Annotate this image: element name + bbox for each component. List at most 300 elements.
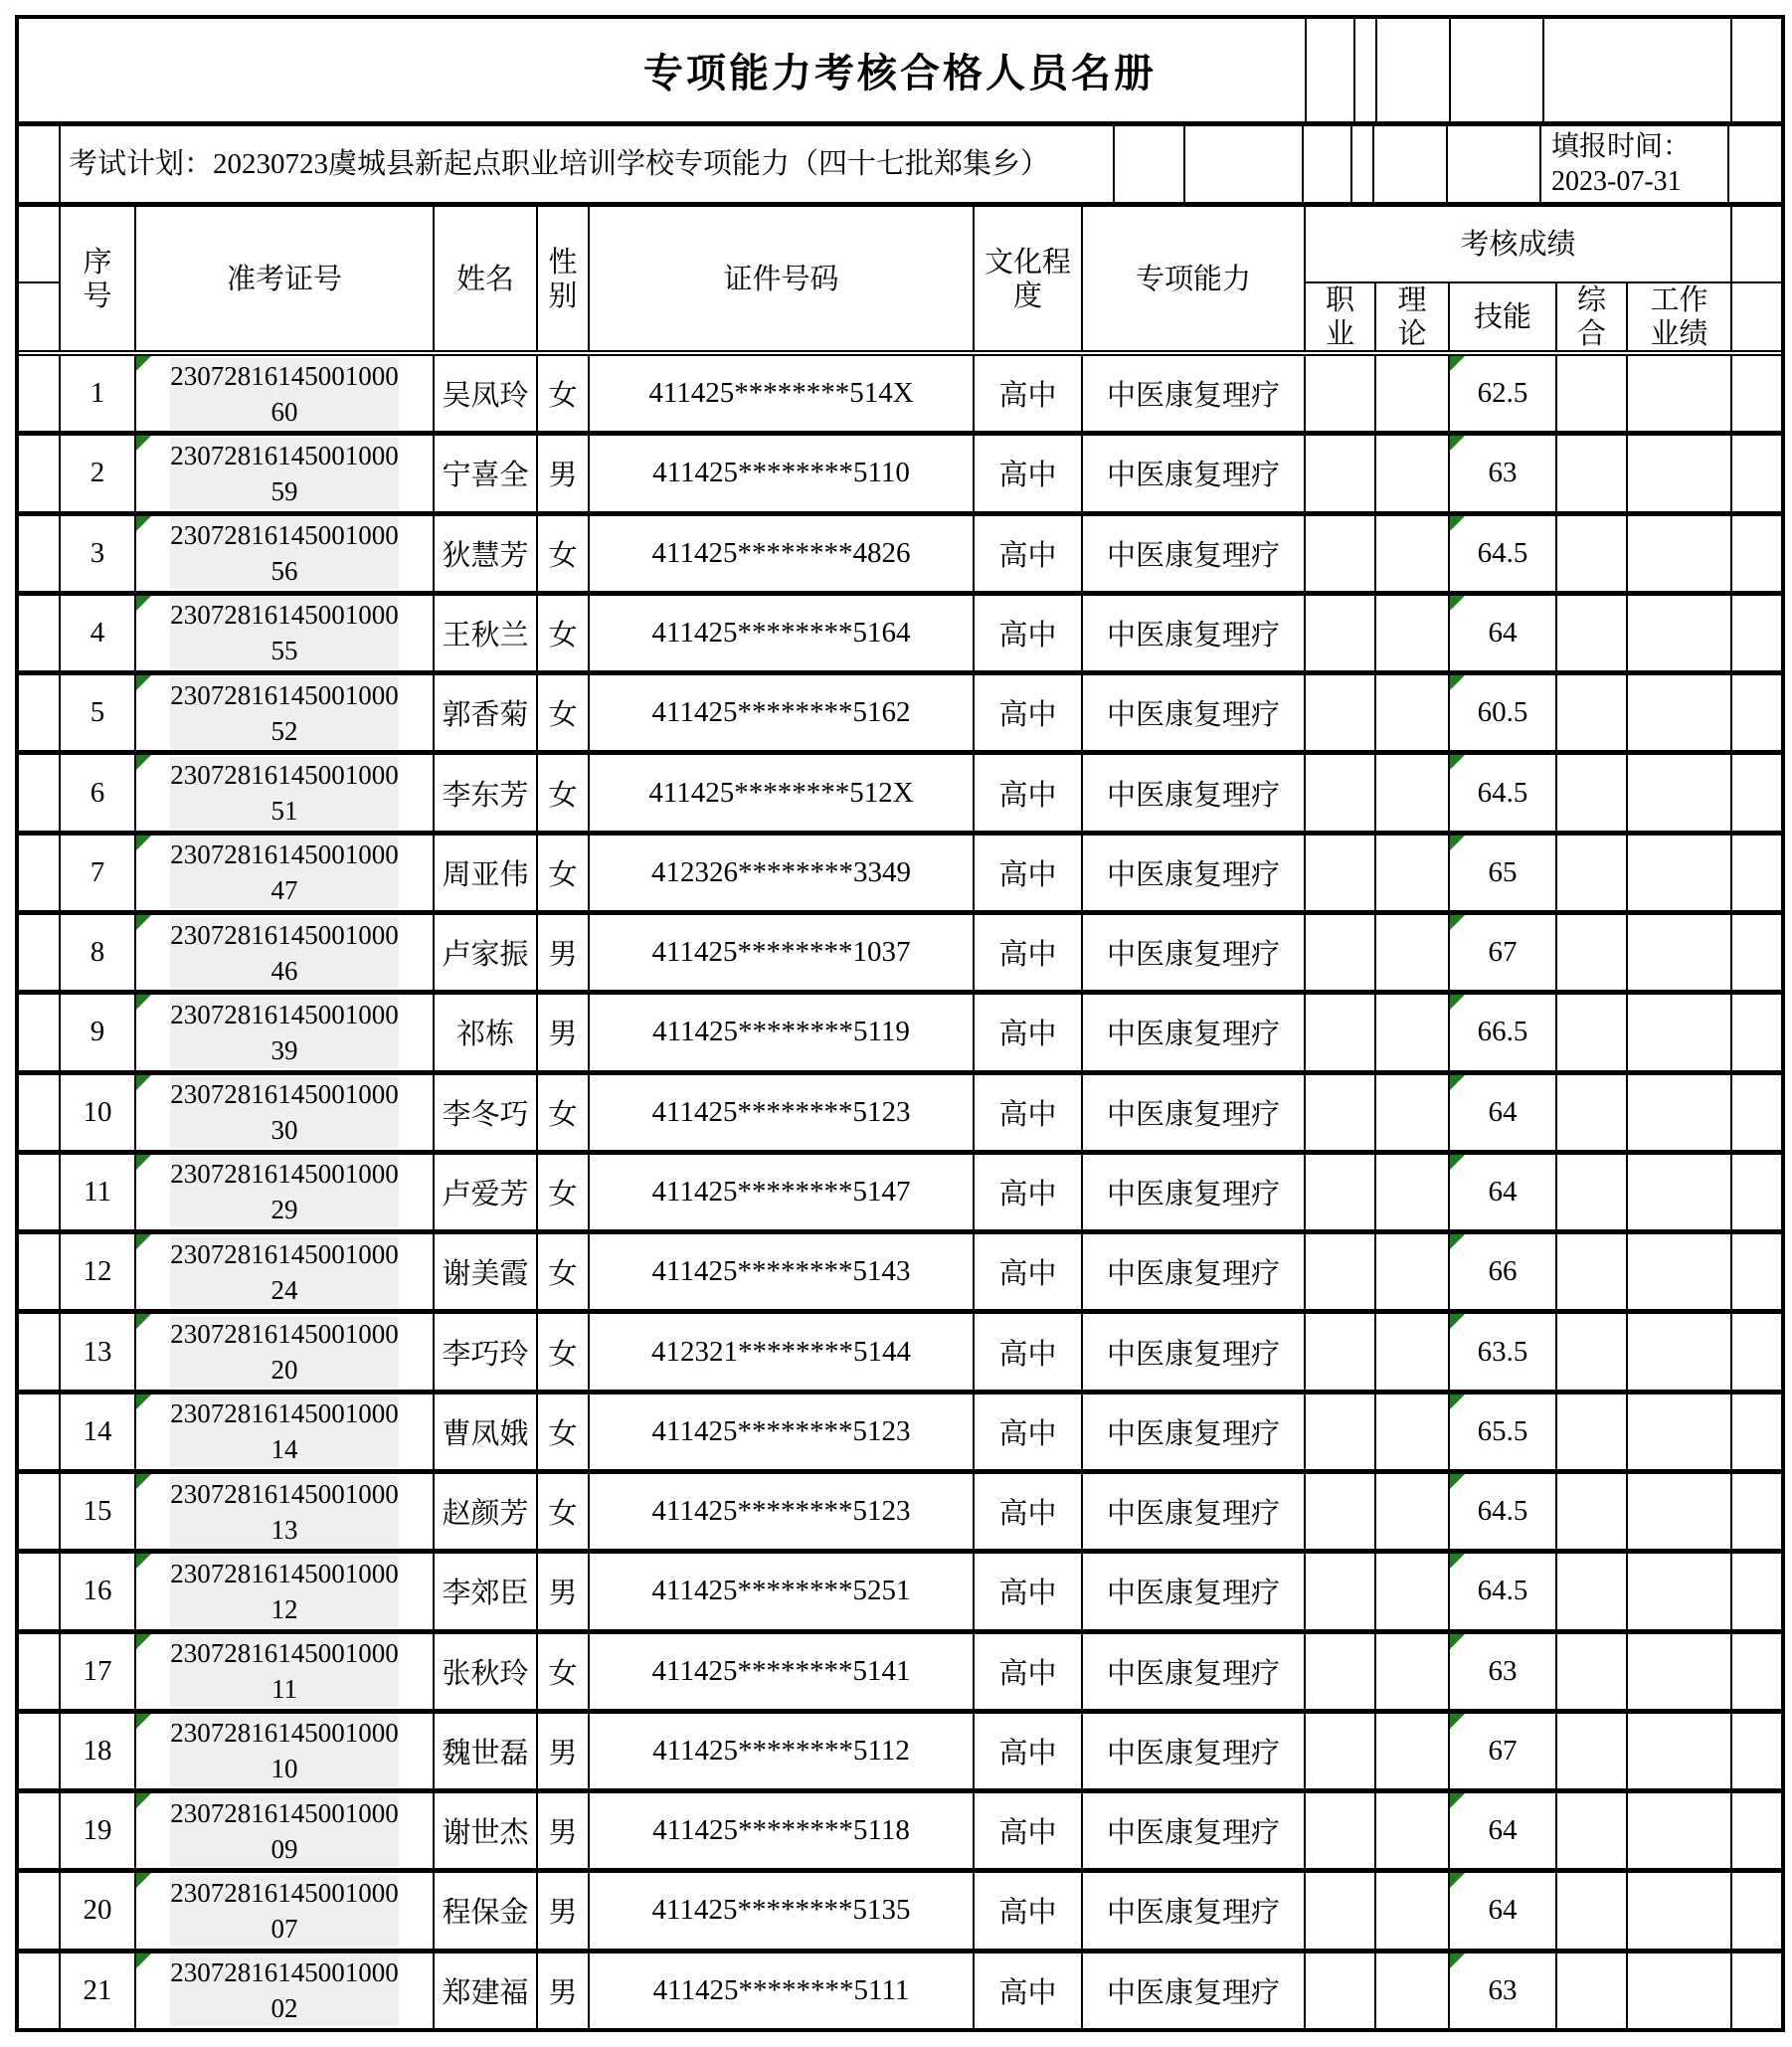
theory-score-cell[interactable] (1376, 1793, 1450, 1868)
gender-cell[interactable]: 女 (538, 1155, 590, 1229)
occupation-score-cell[interactable] (1306, 1474, 1376, 1549)
comprehensive-score-cell[interactable] (1557, 995, 1628, 1069)
theory-score-cell[interactable] (1376, 1234, 1450, 1309)
comprehensive-score-cell[interactable] (1557, 1634, 1628, 1709)
name-cell[interactable]: 李郊臣 (435, 1554, 538, 1628)
row-right-spacer-cell[interactable] (1732, 675, 1781, 750)
name-cell[interactable]: 祁栋 (435, 995, 538, 1069)
theory-score-cell[interactable] (1376, 1395, 1450, 1469)
skill-score-cell[interactable]: 64.5 (1450, 1474, 1557, 1549)
column-header-ticket[interactable]: 准考证号 (136, 207, 435, 351)
seq-cell[interactable]: 13 (61, 1314, 136, 1389)
ticket-cell[interactable]: 2307281614500100055 (136, 596, 435, 670)
seq-cell[interactable]: 17 (61, 1634, 136, 1709)
row-left-spacer-cell[interactable] (19, 1234, 61, 1309)
column-header-score-group[interactable]: 考核成绩 (1306, 207, 1732, 283)
ticket-cell[interactable]: 2307281614500100030 (136, 1075, 435, 1150)
education-cell[interactable]: 高中 (975, 1954, 1083, 2028)
ability-cell[interactable]: 中医康复理疗 (1083, 675, 1306, 750)
theory-score-cell[interactable] (1376, 836, 1450, 910)
header-tail-top-cell[interactable] (1732, 207, 1781, 283)
occupation-score-cell[interactable] (1306, 1554, 1376, 1628)
column-header-name[interactable]: 姓名 (435, 207, 538, 351)
seq-cell[interactable]: 4 (61, 596, 136, 670)
row-left-spacer-cell[interactable] (19, 436, 61, 510)
comprehensive-score-cell[interactable] (1557, 1234, 1628, 1309)
education-cell[interactable]: 高中 (975, 516, 1083, 591)
occupation-score-cell[interactable] (1306, 356, 1376, 431)
name-cell[interactable]: 李冬巧 (435, 1075, 538, 1150)
comprehensive-score-cell[interactable] (1557, 1314, 1628, 1389)
gender-cell[interactable]: 男 (538, 1714, 590, 1788)
comprehensive-score-cell[interactable] (1557, 915, 1628, 990)
occupation-score-cell[interactable] (1306, 1314, 1376, 1389)
ability-cell[interactable]: 中医康复理疗 (1083, 1075, 1306, 1150)
occupation-score-cell[interactable] (1306, 516, 1376, 591)
work-performance-cell[interactable] (1628, 1954, 1732, 2028)
comprehensive-score-cell[interactable] (1557, 1873, 1628, 1948)
work-performance-cell[interactable] (1628, 1395, 1732, 1469)
skill-score-cell[interactable]: 60.5 (1450, 675, 1557, 750)
skill-score-cell[interactable]: 67 (1450, 915, 1557, 990)
education-cell[interactable]: 高中 (975, 1234, 1083, 1309)
ticket-cell[interactable]: 2307281614500100020 (136, 1314, 435, 1389)
ticket-cell[interactable]: 2307281614500100051 (136, 755, 435, 830)
theory-score-cell[interactable] (1376, 675, 1450, 750)
id-number-cell[interactable]: 411425********5147 (590, 1155, 975, 1229)
id-number-cell[interactable]: 412326********3349 (590, 836, 975, 910)
comprehensive-score-cell[interactable] (1557, 1714, 1628, 1788)
column-header-theory[interactable]: 理论 (1376, 283, 1450, 351)
theory-score-cell[interactable] (1376, 1954, 1450, 2028)
gender-cell[interactable]: 女 (538, 675, 590, 750)
row-right-spacer-cell[interactable] (1732, 836, 1781, 910)
theory-score-cell[interactable] (1376, 1714, 1450, 1788)
name-cell[interactable]: 宁喜全 (435, 436, 538, 510)
ability-cell[interactable]: 中医康复理疗 (1083, 995, 1306, 1069)
ability-cell[interactable]: 中医康复理疗 (1083, 1395, 1306, 1469)
name-cell[interactable]: 郑建福 (435, 1954, 538, 2028)
education-cell[interactable]: 高中 (975, 1873, 1083, 1948)
skill-score-cell[interactable]: 67 (1450, 1714, 1557, 1788)
ability-cell[interactable]: 中医康复理疗 (1083, 915, 1306, 990)
ability-cell[interactable]: 中医康复理疗 (1083, 1234, 1306, 1309)
work-performance-cell[interactable] (1628, 995, 1732, 1069)
ticket-cell[interactable]: 2307281614500100047 (136, 836, 435, 910)
education-cell[interactable]: 高中 (975, 675, 1083, 750)
ability-cell[interactable]: 中医康复理疗 (1083, 596, 1306, 670)
column-header-id-number[interactable]: 证件号码 (590, 207, 975, 351)
skill-score-cell[interactable]: 64 (1450, 596, 1557, 670)
id-number-cell[interactable]: 411425********512X (590, 755, 975, 830)
seq-cell[interactable]: 5 (61, 675, 136, 750)
ticket-cell[interactable]: 2307281614500100060 (136, 356, 435, 431)
id-number-cell[interactable]: 411425********5162 (590, 675, 975, 750)
ticket-cell[interactable]: 2307281614500100012 (136, 1554, 435, 1628)
id-number-cell[interactable]: 411425********4826 (590, 516, 975, 591)
comprehensive-score-cell[interactable] (1557, 516, 1628, 591)
education-cell[interactable]: 高中 (975, 356, 1083, 431)
occupation-score-cell[interactable] (1306, 1954, 1376, 2028)
comprehensive-score-cell[interactable] (1557, 436, 1628, 510)
theory-score-cell[interactable] (1376, 995, 1450, 1069)
comprehensive-score-cell[interactable] (1557, 596, 1628, 670)
meta-empty-cell[interactable] (1185, 126, 1304, 202)
occupation-score-cell[interactable] (1306, 995, 1376, 1069)
column-header-skill[interactable]: 技能 (1450, 283, 1557, 351)
row-right-spacer-cell[interactable] (1732, 1954, 1781, 2028)
seq-cell[interactable]: 2 (61, 436, 136, 510)
education-cell[interactable]: 高中 (975, 596, 1083, 670)
gender-cell[interactable]: 男 (538, 995, 590, 1069)
row-right-spacer-cell[interactable] (1732, 1554, 1781, 1628)
work-performance-cell[interactable] (1628, 436, 1732, 510)
ticket-cell[interactable]: 2307281614500100029 (136, 1155, 435, 1229)
ability-cell[interactable]: 中医康复理疗 (1083, 836, 1306, 910)
gender-cell[interactable]: 女 (538, 596, 590, 670)
comprehensive-score-cell[interactable] (1557, 1793, 1628, 1868)
name-cell[interactable]: 李巧玲 (435, 1314, 538, 1389)
name-cell[interactable]: 赵颜芳 (435, 1474, 538, 1549)
education-cell[interactable]: 高中 (975, 995, 1083, 1069)
comprehensive-score-cell[interactable] (1557, 836, 1628, 910)
ticket-cell[interactable]: 2307281614500100056 (136, 516, 435, 591)
seq-cell[interactable]: 6 (61, 755, 136, 830)
theory-score-cell[interactable] (1376, 1873, 1450, 1948)
title-row[interactable] (19, 19, 1781, 126)
row-right-spacer-cell[interactable] (1732, 436, 1781, 510)
id-number-cell[interactable]: 411425********5123 (590, 1474, 975, 1549)
education-cell[interactable]: 高中 (975, 1714, 1083, 1788)
education-cell[interactable]: 高中 (975, 1075, 1083, 1150)
meta-empty-cell[interactable] (1374, 126, 1448, 202)
name-cell[interactable]: 卢爱芳 (435, 1155, 538, 1229)
name-cell[interactable]: 周亚伟 (435, 836, 538, 910)
seq-cell[interactable]: 9 (61, 995, 136, 1069)
name-cell[interactable]: 魏世磊 (435, 1714, 538, 1788)
education-cell[interactable]: 高中 (975, 836, 1083, 910)
seq-cell[interactable]: 18 (61, 1714, 136, 1788)
skill-score-cell[interactable]: 64 (1450, 1075, 1557, 1150)
id-number-cell[interactable]: 411425********1037 (590, 915, 975, 990)
occupation-score-cell[interactable] (1306, 596, 1376, 670)
ticket-cell[interactable]: 2307281614500100014 (136, 1395, 435, 1469)
gender-cell[interactable]: 男 (538, 915, 590, 990)
id-number-cell[interactable]: 411425********5123 (590, 1075, 975, 1150)
work-performance-cell[interactable] (1628, 1714, 1732, 1788)
ticket-cell[interactable]: 2307281614500100011 (136, 1634, 435, 1709)
ticket-cell[interactable]: 2307281614500100002 (136, 1954, 435, 2028)
work-performance-cell[interactable] (1628, 755, 1732, 830)
gender-cell[interactable]: 男 (538, 1954, 590, 2028)
skill-score-cell[interactable]: 64.5 (1450, 516, 1557, 591)
gender-cell[interactable]: 女 (538, 1634, 590, 1709)
comprehensive-score-cell[interactable] (1557, 755, 1628, 830)
seq-cell[interactable]: 20 (61, 1873, 136, 1948)
row-right-spacer-cell[interactable] (1732, 356, 1781, 431)
work-performance-cell[interactable] (1628, 596, 1732, 670)
gender-cell[interactable]: 女 (538, 1234, 590, 1309)
education-cell[interactable]: 高中 (975, 436, 1083, 510)
seq-cell[interactable]: 1 (61, 356, 136, 431)
work-performance-cell[interactable] (1628, 1234, 1732, 1309)
column-header-ability[interactable]: 专项能力 (1083, 207, 1306, 351)
id-number-cell[interactable]: 411425********5141 (590, 1634, 975, 1709)
skill-score-cell[interactable]: 63 (1450, 436, 1557, 510)
row-right-spacer-cell[interactable] (1732, 1075, 1781, 1150)
work-performance-cell[interactable] (1628, 1155, 1732, 1229)
id-number-cell[interactable]: 411425********5118 (590, 1793, 975, 1868)
row-left-spacer-cell[interactable] (19, 1714, 61, 1788)
theory-score-cell[interactable] (1376, 915, 1450, 990)
occupation-score-cell[interactable] (1306, 1234, 1376, 1309)
skill-score-cell[interactable]: 64 (1450, 1873, 1557, 1948)
skill-score-cell[interactable]: 65.5 (1450, 1395, 1557, 1469)
skill-score-cell[interactable]: 64 (1450, 1793, 1557, 1868)
skill-score-cell[interactable]: 64.5 (1450, 1554, 1557, 1628)
row-left-spacer-cell[interactable] (19, 1075, 61, 1150)
meta-empty-cell[interactable] (1115, 126, 1185, 202)
gender-cell[interactable]: 女 (538, 1075, 590, 1150)
row-left-spacer-cell[interactable] (19, 516, 61, 591)
theory-score-cell[interactable] (1376, 1314, 1450, 1389)
meta-tail-cell[interactable] (1729, 126, 1781, 202)
occupation-score-cell[interactable] (1306, 675, 1376, 750)
occupation-score-cell[interactable] (1306, 1714, 1376, 1788)
theory-score-cell[interactable] (1376, 596, 1450, 670)
name-cell[interactable]: 程保金 (435, 1873, 538, 1948)
name-cell[interactable]: 谢美霞 (435, 1234, 538, 1309)
occupation-score-cell[interactable] (1306, 915, 1376, 990)
work-performance-cell[interactable] (1628, 675, 1732, 750)
id-number-cell[interactable]: 411425********5164 (590, 596, 975, 670)
seq-cell[interactable]: 12 (61, 1234, 136, 1309)
theory-score-cell[interactable] (1376, 1155, 1450, 1229)
row-right-spacer-cell[interactable] (1732, 596, 1781, 670)
ability-cell[interactable]: 中医康复理疗 (1083, 1873, 1306, 1948)
name-cell[interactable]: 谢世杰 (435, 1793, 538, 1868)
ticket-cell[interactable]: 2307281614500100010 (136, 1714, 435, 1788)
work-performance-cell[interactable] (1628, 1314, 1732, 1389)
row-right-spacer-cell[interactable] (1732, 1714, 1781, 1788)
theory-score-cell[interactable] (1376, 755, 1450, 830)
theory-score-cell[interactable] (1376, 1634, 1450, 1709)
row-right-spacer-cell[interactable] (1732, 1634, 1781, 1709)
gender-cell[interactable]: 女 (538, 1395, 590, 1469)
row-left-spacer-cell[interactable] (19, 675, 61, 750)
name-cell[interactable]: 李东芳 (435, 755, 538, 830)
ticket-cell[interactable]: 2307281614500100059 (136, 436, 435, 510)
occupation-score-cell[interactable] (1306, 436, 1376, 510)
row-right-spacer-cell[interactable] (1732, 1234, 1781, 1309)
comprehensive-score-cell[interactable] (1557, 1155, 1628, 1229)
row-left-spacer-cell[interactable] (19, 995, 61, 1069)
column-header-work-performance[interactable]: 工作业绩 (1628, 283, 1732, 351)
row-left-spacer-cell[interactable] (19, 1474, 61, 1549)
work-performance-cell[interactable] (1628, 356, 1732, 431)
name-cell[interactable]: 郭香菊 (435, 675, 538, 750)
id-number-cell[interactable]: 411425********5123 (590, 1395, 975, 1469)
theory-score-cell[interactable] (1376, 1075, 1450, 1150)
occupation-score-cell[interactable] (1306, 1634, 1376, 1709)
work-performance-cell[interactable] (1628, 1075, 1732, 1150)
column-header-occupation[interactable]: 职业 (1306, 283, 1376, 351)
seq-cell[interactable]: 19 (61, 1793, 136, 1868)
meta-left-spacer-cell[interactable] (19, 126, 61, 202)
id-number-cell[interactable]: 412321********5144 (590, 1314, 975, 1389)
header-spacer-top-cell[interactable] (19, 207, 61, 283)
row-left-spacer-cell[interactable] (19, 1554, 61, 1628)
row-right-spacer-cell[interactable] (1732, 1474, 1781, 1549)
row-right-spacer-cell[interactable] (1732, 1314, 1781, 1389)
ability-cell[interactable]: 中医康复理疗 (1083, 356, 1306, 431)
gender-cell[interactable]: 女 (538, 356, 590, 431)
gender-cell[interactable]: 女 (538, 516, 590, 591)
skill-score-cell[interactable]: 66 (1450, 1234, 1557, 1309)
ability-cell[interactable]: 中医康复理疗 (1083, 1714, 1306, 1788)
skill-score-cell[interactable]: 66.5 (1450, 995, 1557, 1069)
seq-cell[interactable]: 10 (61, 1075, 136, 1150)
gender-cell[interactable]: 男 (538, 1793, 590, 1868)
header-spacer-bottom-cell[interactable] (19, 283, 61, 351)
education-cell[interactable]: 高中 (975, 1155, 1083, 1229)
comprehensive-score-cell[interactable] (1557, 675, 1628, 750)
comprehensive-score-cell[interactable] (1557, 1554, 1628, 1628)
work-performance-cell[interactable] (1628, 516, 1732, 591)
occupation-score-cell[interactable] (1306, 1793, 1376, 1868)
ability-cell[interactable]: 中医康复理疗 (1083, 755, 1306, 830)
name-cell[interactable]: 狄慧芳 (435, 516, 538, 591)
row-right-spacer-cell[interactable] (1732, 1155, 1781, 1229)
skill-score-cell[interactable]: 65 (1450, 836, 1557, 910)
comprehensive-score-cell[interactable] (1557, 1474, 1628, 1549)
ticket-cell[interactable]: 2307281614500100046 (136, 915, 435, 990)
column-header-gender[interactable]: 性别 (538, 207, 590, 351)
id-number-cell[interactable]: 411425********514X (590, 356, 975, 431)
row-right-spacer-cell[interactable] (1732, 995, 1781, 1069)
ability-cell[interactable]: 中医康复理疗 (1083, 1793, 1306, 1868)
row-left-spacer-cell[interactable] (19, 1155, 61, 1229)
gender-cell[interactable]: 女 (538, 1314, 590, 1389)
row-left-spacer-cell[interactable] (19, 1793, 61, 1868)
comprehensive-score-cell[interactable] (1557, 356, 1628, 431)
id-number-cell[interactable]: 411425********5119 (590, 995, 975, 1069)
id-number-cell[interactable]: 411425********5112 (590, 1714, 975, 1788)
row-left-spacer-cell[interactable] (19, 1314, 61, 1389)
gender-cell[interactable]: 男 (538, 1554, 590, 1628)
row-left-spacer-cell[interactable] (19, 1954, 61, 2028)
ability-cell[interactable]: 中医康复理疗 (1083, 1634, 1306, 1709)
comprehensive-score-cell[interactable] (1557, 1395, 1628, 1469)
theory-score-cell[interactable] (1376, 516, 1450, 591)
occupation-score-cell[interactable] (1306, 755, 1376, 830)
occupation-score-cell[interactable] (1306, 1075, 1376, 1150)
exam-plan-cell[interactable] (61, 126, 1115, 202)
id-number-cell[interactable]: 411425********5135 (590, 1873, 975, 1948)
ability-cell[interactable]: 中医康复理疗 (1083, 1554, 1306, 1628)
row-left-spacer-cell[interactable] (19, 1395, 61, 1469)
gender-cell[interactable]: 女 (538, 836, 590, 910)
row-right-spacer-cell[interactable] (1732, 1873, 1781, 1948)
row-left-spacer-cell[interactable] (19, 755, 61, 830)
ability-cell[interactable]: 中医康复理疗 (1083, 1155, 1306, 1229)
theory-score-cell[interactable] (1376, 1554, 1450, 1628)
column-header-comprehensive[interactable]: 综合 (1557, 283, 1628, 351)
name-cell[interactable]: 卢家振 (435, 915, 538, 990)
id-number-cell[interactable]: 411425********5111 (590, 1954, 975, 2028)
skill-score-cell[interactable]: 63.5 (1450, 1314, 1557, 1389)
theory-score-cell[interactable] (1376, 436, 1450, 510)
seq-cell[interactable]: 15 (61, 1474, 136, 1549)
seq-cell[interactable]: 8 (61, 915, 136, 990)
skill-score-cell[interactable]: 62.5 (1450, 356, 1557, 431)
education-cell[interactable]: 高中 (975, 1634, 1083, 1709)
row-left-spacer-cell[interactable] (19, 1873, 61, 1948)
id-number-cell[interactable]: 411425********5251 (590, 1554, 975, 1628)
row-left-spacer-cell[interactable] (19, 915, 61, 990)
name-cell[interactable]: 曹凤娥 (435, 1395, 538, 1469)
comprehensive-score-cell[interactable] (1557, 1075, 1628, 1150)
work-performance-cell[interactable] (1628, 1634, 1732, 1709)
education-cell[interactable]: 高中 (975, 1314, 1083, 1389)
name-cell[interactable]: 张秋玲 (435, 1634, 538, 1709)
work-performance-cell[interactable] (1628, 1554, 1732, 1628)
ticket-cell[interactable]: 2307281614500100009 (136, 1793, 435, 1868)
ability-cell[interactable]: 中医康复理疗 (1083, 516, 1306, 591)
seq-cell[interactable]: 3 (61, 516, 136, 591)
name-cell[interactable]: 吴凤玲 (435, 356, 538, 431)
gender-cell[interactable]: 女 (538, 755, 590, 830)
row-left-spacer-cell[interactable] (19, 836, 61, 910)
ability-cell[interactable]: 中医康复理疗 (1083, 436, 1306, 510)
column-header-education[interactable]: 文化程度 (975, 207, 1083, 351)
education-cell[interactable]: 高中 (975, 755, 1083, 830)
work-performance-cell[interactable] (1628, 915, 1732, 990)
work-performance-cell[interactable] (1628, 1474, 1732, 1549)
row-left-spacer-cell[interactable] (19, 356, 61, 431)
education-cell[interactable]: 高中 (975, 1793, 1083, 1868)
gender-cell[interactable]: 女 (538, 1474, 590, 1549)
ticket-cell[interactable]: 2307281614500100052 (136, 675, 435, 750)
work-performance-cell[interactable] (1628, 836, 1732, 910)
occupation-score-cell[interactable] (1306, 1395, 1376, 1469)
name-cell[interactable]: 王秋兰 (435, 596, 538, 670)
work-performance-cell[interactable] (1628, 1873, 1732, 1948)
occupation-score-cell[interactable] (1306, 1155, 1376, 1229)
row-right-spacer-cell[interactable] (1732, 1395, 1781, 1469)
column-header-seq[interactable]: 序号 (61, 207, 136, 351)
seq-cell[interactable]: 14 (61, 1395, 136, 1469)
seq-cell[interactable]: 7 (61, 836, 136, 910)
education-cell[interactable]: 高中 (975, 1554, 1083, 1628)
work-performance-cell[interactable] (1628, 1793, 1732, 1868)
ability-cell[interactable]: 中医康复理疗 (1083, 1314, 1306, 1389)
theory-score-cell[interactable] (1376, 356, 1450, 431)
theory-score-cell[interactable] (1376, 1474, 1450, 1549)
skill-score-cell[interactable]: 63 (1450, 1634, 1557, 1709)
seq-cell[interactable]: 11 (61, 1155, 136, 1229)
ticket-cell[interactable]: 2307281614500100039 (136, 995, 435, 1069)
row-right-spacer-cell[interactable] (1732, 516, 1781, 591)
header-tail-bottom-cell[interactable] (1732, 283, 1781, 351)
row-right-spacer-cell[interactable] (1732, 755, 1781, 830)
id-number-cell[interactable]: 411425********5143 (590, 1234, 975, 1309)
row-right-spacer-cell[interactable] (1732, 1793, 1781, 1868)
seq-cell[interactable]: 16 (61, 1554, 136, 1628)
id-number-cell[interactable]: 411425********5110 (590, 436, 975, 510)
ticket-cell[interactable]: 2307281614500100007 (136, 1873, 435, 1948)
ability-cell[interactable]: 中医康复理疗 (1083, 1954, 1306, 2028)
